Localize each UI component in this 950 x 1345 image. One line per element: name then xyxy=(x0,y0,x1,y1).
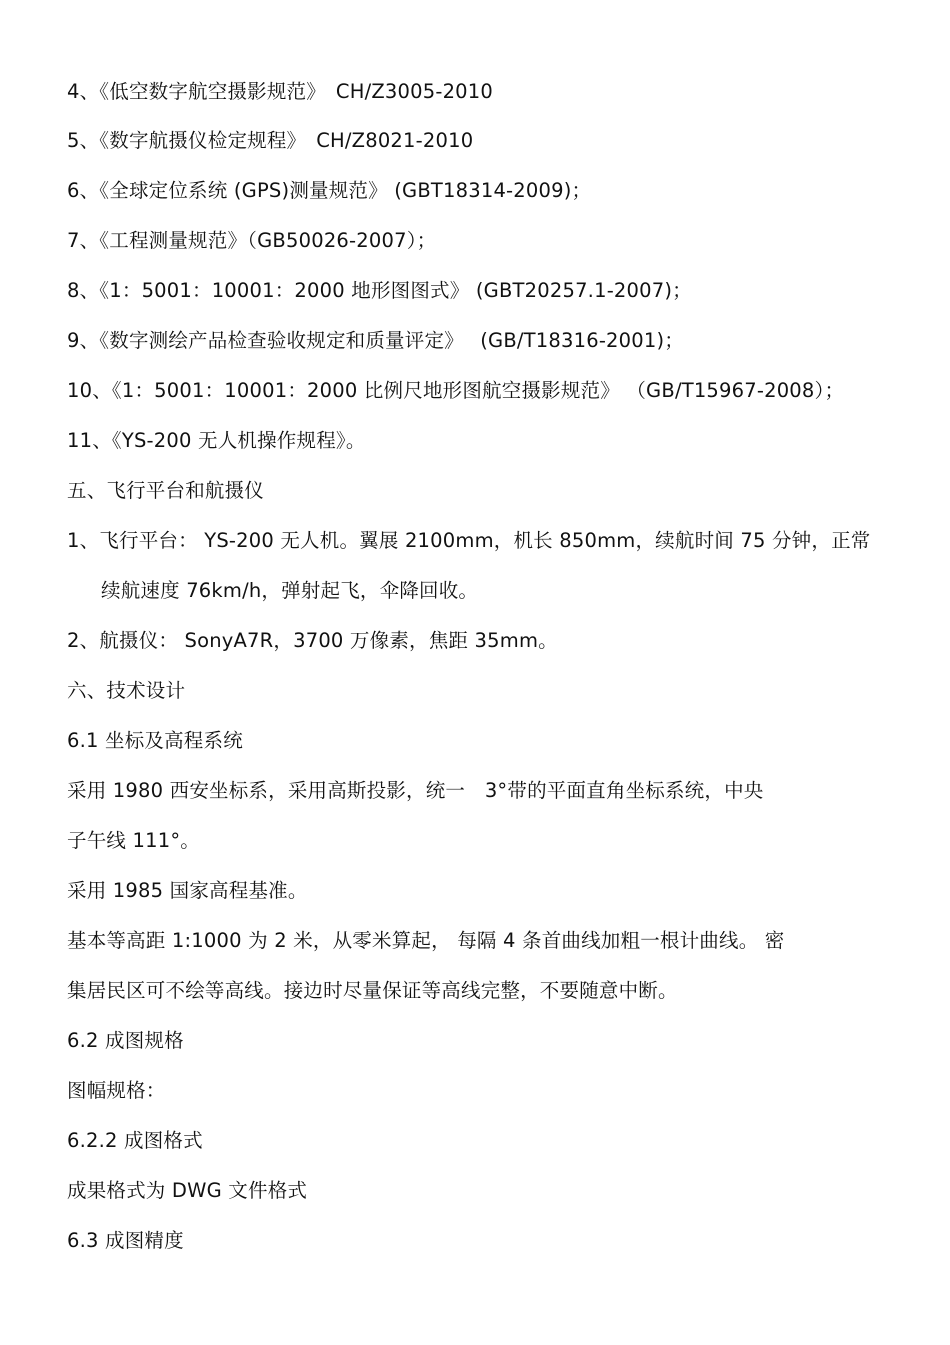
subsection-heading-6-2-2: 6.2.2 成图格式 xyxy=(67,1129,203,1152)
coordinate-paragraph-line-2: 子午线 111°。 xyxy=(67,829,200,852)
reference-item-9: 9、《数字测绘产品检查验收规定和质量评定》 (GB/T18316-2001)； xyxy=(67,329,684,352)
reference-item-8: 8、《1：5001：10001：2000 地形图图式》 (GBT20257.1-2007)； xyxy=(67,279,692,302)
sheet-spec-paragraph: 图幅规格： xyxy=(67,1079,166,1102)
reference-item-7: 7、《工程测量规范》（GB50026-2007）； xyxy=(67,229,437,252)
output-format-paragraph: 成果格式为 DWG 文件格式 xyxy=(67,1179,308,1202)
section-heading-5: 五、飞行平台和航摄仪 xyxy=(67,479,265,502)
elevation-paragraph: 采用 1985 国家高程基准。 xyxy=(67,879,308,902)
reference-item-6: 6、《全球定位系统 (GPS)测量规范》 (GBT18314-2009)； xyxy=(67,179,592,202)
subsection-heading-6-3: 6.3 成图精度 xyxy=(67,1229,184,1252)
section-heading-6: 六、技术设计 xyxy=(67,679,186,702)
coordinate-paragraph-line-1: 采用 1980 西安坐标系，采用高斯投影，统一 3°带的平面直角坐标系统，中央 xyxy=(67,779,764,802)
platform-paragraph-line-2: 续航速度 76km/h，弹射起飞，伞降回收。 xyxy=(101,579,479,602)
platform-paragraph-line-1: 1、飞行平台： YS-200 无人机。翼展 2100mm，机长 850mm，续航时间 75 分钟，正常 xyxy=(67,529,871,552)
reference-item-11: 11、《YS-200 无人机操作规程》。 xyxy=(67,429,366,452)
subsection-heading-6-2: 6.2 成图规格 xyxy=(67,1029,184,1052)
reference-item-10: 10、《1：5001：10001：2000 比例尺地形图航空摄影规范》 （GB/T15967-2008）； xyxy=(67,379,845,402)
contour-paragraph-line-1: 基本等高距 1:1000 为 2 米，从零米算起， 每隔 4 条首曲线加粗一根计曲线。 密 xyxy=(67,929,785,952)
camera-paragraph: 2、航摄仪： SonyA7R，3700 万像素，焦距 35mm。 xyxy=(67,629,558,652)
reference-item-4: 4、《低空数字航空摄影规范》 CH/Z3005-2010 xyxy=(67,80,494,103)
contour-paragraph-line-2: 集居民区可不绘等高线。接边时尽量保证等高线完整，不要随意中断。 xyxy=(67,979,678,1002)
subsection-heading-6-1: 6.1 坐标及高程系统 xyxy=(67,729,243,752)
reference-item-5: 5、《数字航摄仪检定规程》 CH/Z8021-2010 xyxy=(67,129,474,152)
